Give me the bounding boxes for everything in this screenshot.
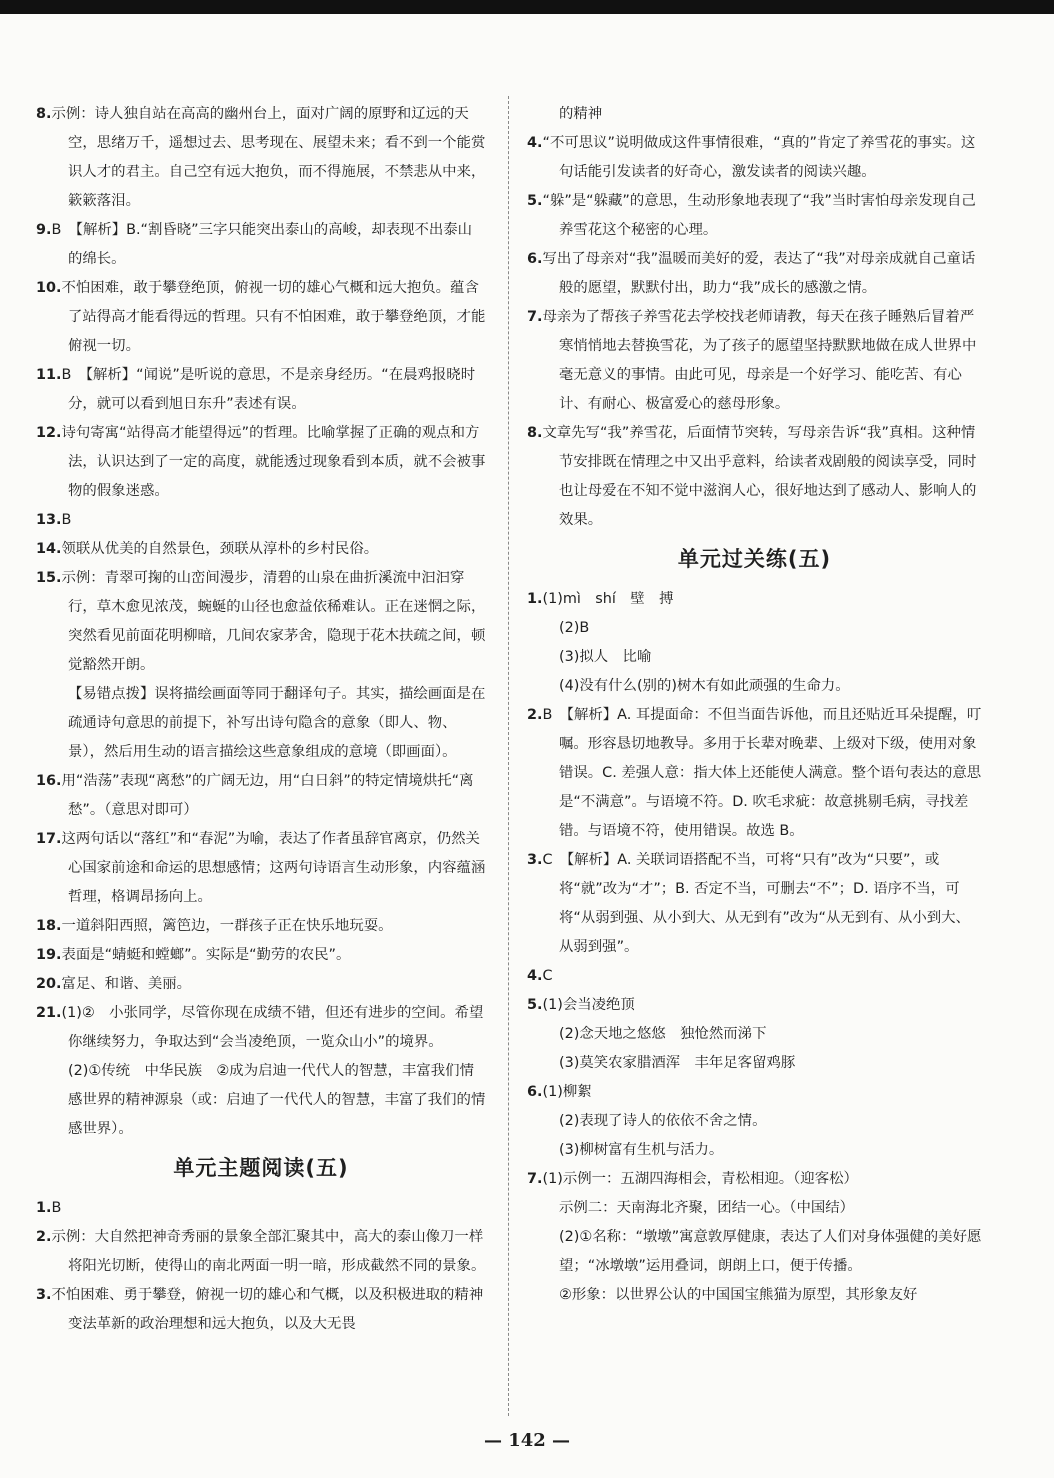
answer-continuation [527,614,982,643]
item-number: 18. [36,918,62,934]
item-number: 15. [36,570,62,586]
item-text: 写出了母亲对“我”温暖而美好的爱，表达了“我”对母亲成就自己童话般的愿望，默默付出，助力“我”成长的感激之情。 [542,251,976,296]
section-heading: 单元主题阅读(五) [173,1156,349,1180]
item-text: 示例二：天南海北齐聚，团结一心。（中国结） [559,1200,855,1216]
answer-continuation [527,100,982,129]
answer-item [527,1165,982,1194]
answer-item [36,941,486,970]
item-text: (2)①名称：“墩墩”寓意敦厚健康，表达了人们对身体强健的美好愿望；“冰墩墩”运用叠词，朗朗上口，便于传播。 [559,1229,982,1274]
item-text: (4)没有什么(别的)树木有如此顽强的生命力。 [559,678,850,694]
item-number: 7. [527,1171,543,1187]
item-number: 19. [36,947,62,963]
answer-continuation [527,672,982,701]
answer-continuation [527,1049,982,1078]
item-number: 2. [36,1229,52,1245]
answer-item [36,361,486,419]
item-text: (2)B [559,620,590,636]
item-text: 母亲为了帮孩子养雪花去学校找老师请教，每天在孩子睡熟后冒着严寒悄悄地去替换雪花，为了孩子的愿望坚持默默地做在成人世界中毫无意义的事情。由此可见，母亲是一个好学习、能吃苦、有心计、有耐心、极富爱心的慈母形象。 [542,309,977,412]
item-number: 4. [527,135,543,151]
item-text: 领联从优美的自然景色，颈联从淳朴的乡村民俗。 [61,541,379,557]
item-text: C [542,968,553,984]
answer-continuation [36,1057,486,1144]
answer-item [36,274,486,361]
item-text: 这两句话以“落红”和“春泥”为喻，表达了作者虽辞官离京，仍然关心国家前途和命运的思想感情；这两句诗语言生动形象，内容蕴涵哲理，格调昂扬向上。 [61,831,486,905]
item-number: 3. [527,852,543,868]
item-number: 5. [527,193,543,209]
answer-item [36,506,486,535]
section-heading: 单元过关练(五) [677,547,832,571]
item-text: (1)② 小张同学，尽管你现在成绩不错，但还有进步的空间。希望你继续努力，争取达到“会当凌绝顶，一览众山小”的境界。 [61,1005,484,1050]
item-number: 6. [527,1084,543,1100]
item-text: 的精神 [559,106,603,122]
item-number: 2. [527,707,543,723]
item-number: 20. [36,976,62,992]
answer-item [36,1194,486,1223]
item-text: (1)会当凌绝顶 [542,997,635,1013]
answer-item [527,701,982,846]
answer-item [36,100,486,216]
answer-item [36,216,486,274]
item-text: 示例：诗人独自站在高高的幽州台上，面对广阔的原野和辽远的天空，思绪万千，遥想过去、思考现在、展望未来；看不到一个能赏识人才的君主。自己空有远大抱负，而不得施展，不禁悲从中来，簌簌落泪。 [51,106,486,209]
item-text: 示例：青翠可掬的山峦间漫步，清碧的山泉在曲折溪流中汩汩穿行，草木愈见浓茂，蜿蜒的山径也愈益依稀难认。正在迷惘之际，突然看见前面花明柳暗，几间农家茅舍，隐现于花木扶疏之间，顿觉豁然开朗。 [61,570,486,673]
item-number: 4. [527,968,543,984]
right-column [527,100,982,1310]
answer-item [36,912,486,941]
item-text: “不可思议”说明做成这件事情很难，“真的”肯定了养雪花的事实。这句话能引发读者的好奇心，激发读者的阅读兴趣。 [542,135,976,180]
answer-continuation [36,680,486,767]
answer-item [36,1223,486,1281]
item-text: 用“浩荡”表现“离愁”的广阔无边，用“白日斜”的特定情境烘托“离愁”。（意思对即可） [61,773,474,818]
answer-item [36,825,486,912]
item-number: 16. [36,773,62,789]
item-text: (3)柳树富有生机与活力。 [559,1142,724,1158]
item-text: (3)莫笑农家腊酒浑 丰年足客留鸡豚 [559,1055,796,1071]
item-text: 诗句寄寓“站得高才能望得远”的哲理。比喻掌握了正确的观点和方法，认识达到了一定的高度，就能透过现象看到本质，就不会被事物的假象迷惑。 [61,425,486,499]
item-number: 8. [36,106,52,122]
item-text: 富足、和谐、美丽。 [61,976,192,992]
answer-item [36,419,486,506]
answer-item [36,999,486,1057]
left-column [36,100,498,1339]
item-text: B 【解析】“闻说”是听说的意思，不是亲身经历。“在晨鸡报晓时分，就可以看到旭日东升”表述有误。 [61,367,476,412]
item-number: 1. [36,1200,52,1216]
scan-top-edge [0,0,1054,14]
item-text: 表面是“蜻蜓和螳螂”。实际是“勤劳的农民”。 [61,947,351,963]
page-number: — 142 — [483,1430,571,1451]
answer-item [527,245,982,303]
answer-continuation [527,1020,982,1049]
item-number: 6. [527,251,543,267]
answer-item [527,585,982,614]
answer-continuation [527,1281,982,1310]
item-number: 8. [527,425,543,441]
answer-item [527,419,982,535]
answer-item [527,129,982,187]
answer-item [36,1281,498,1339]
item-text: 文章先写“我”养雪花，后面情节突转，写母亲告诉“我”真相。这种情节安排既在情理之中又出乎意料，给读者戏剧般的阅读享受，同时也让母爱在不知不觉中滋润人心，很好地达到了感动人、影响人的效果。 [542,425,977,528]
answer-continuation [527,1107,982,1136]
item-text: 【易错点拨】误将描绘画面等同于翻译句子。其实，描绘画面是在疏通诗句意思的前提下，补写出诗句隐含的意象（即人、物、景），然后用生动的语言描绘这些意象组成的意境（即画面）。 [68,686,486,760]
item-text: C 【解析】A. 关联词语搭配不当，可将“只有”改为“只要”，或将“就”改为“才”；B. 否定不当，可删去“不”；D. 语序不当，可将“从弱到强、从小到大、从无到有”改为“从无到有、从小到大、从弱到强”。 [542,852,970,955]
item-text: (1)柳絮 [542,1084,592,1100]
answer-item [36,767,486,825]
item-number: 14. [36,541,62,557]
answer-item [36,535,486,564]
answer-item [36,970,486,999]
item-text: B 【解析】B.“割昏晓”三字只能突出泰山的高峻，却表现不出泰山的绵长。 [51,222,473,267]
answer-continuation [527,1223,982,1281]
item-text: 不怕困难、勇于攀登，俯视一切的雄心和气概，以及积极进取的精神 变法革新的政治理想和远大抱负，以及大无畏 [51,1287,498,1332]
item-text: (3)拟人 比喻 [559,649,652,665]
item-text: B 【解析】A. 耳提面命：不但当面告诉他，而且还贴近耳朵提醒，叮嘱。形容恳切地教导。多用于长辈对晚辈、上级对下级，使用对象错误。C. 差强人意：指大体上还能使人满意。整个语句表达的意思是“不满意”。与语境不符。D. 吹毛求疵：故意挑剔毛病，寻找差错。与语境不符，使用错误。故选 B。 [542,707,982,839]
answer-continuation [527,1136,982,1165]
item-text: ②形象：以世界公认的中国国宝熊猫为原型，其形象友好 [559,1287,918,1303]
answer-item [527,962,982,991]
item-text: B [51,1200,62,1216]
item-number: 1. [527,591,543,607]
item-text: (2)表现了诗人的依依不舍之情。 [559,1113,767,1129]
answer-item [527,303,982,419]
item-number: 17. [36,831,62,847]
item-text: 不怕困难，敢于攀登绝顶，俯视一切的雄心气概和远大抱负。蕴含了站得高才能看得远的哲理。只有不怕困难，敢于攀登绝顶，才能俯视一切。 [61,280,486,354]
answer-continuation [527,1194,982,1223]
item-text: B [61,512,72,528]
item-text: (1)示例一：五湖四海相会，青松相迎。（迎客松） [542,1171,858,1187]
item-text: (2)念天地之悠悠 独怆然而涕下 [559,1026,767,1042]
item-text: “躲”是“躲藏”的意思，生动形象地表现了“我”当时害怕母亲发现自己养雪花这个秘密的心理。 [542,193,976,238]
item-number: 9. [36,222,52,238]
answer-item [527,1078,982,1107]
answer-item [527,187,982,245]
column-divider [508,96,509,1416]
item-number: 10. [36,280,62,296]
item-number: 11. [36,367,62,383]
item-text: (1)mì shí 壁 搏 [542,591,674,607]
item-number: 7. [527,309,543,325]
item-number: 5. [527,997,543,1013]
item-number: 21. [36,1005,62,1021]
item-text: (2)①传统 中华民族 ②成为启迪一代代人的智慧，丰富我们情感世界的精神源泉（或：启迪了一代代人的智慧，丰富了我们的情感世界）。 [68,1063,486,1137]
item-number: 12. [36,425,62,441]
item-text: 一道斜阳西照，篱笆边，一群孩子正在快乐地玩耍。 [61,918,393,934]
answer-item [527,846,982,962]
answer-item [527,991,982,1020]
item-number: 3. [36,1287,52,1303]
answer-continuation [527,643,982,672]
item-number: 13. [36,512,62,528]
answer-item [36,564,486,680]
item-text: 示例：大自然把神奇秀丽的景象全部汇聚其中，高大的泰山像刀一样将阳光切断，使得山的南北两面一明一暗，形成截然不同的景象。 [51,1229,486,1274]
